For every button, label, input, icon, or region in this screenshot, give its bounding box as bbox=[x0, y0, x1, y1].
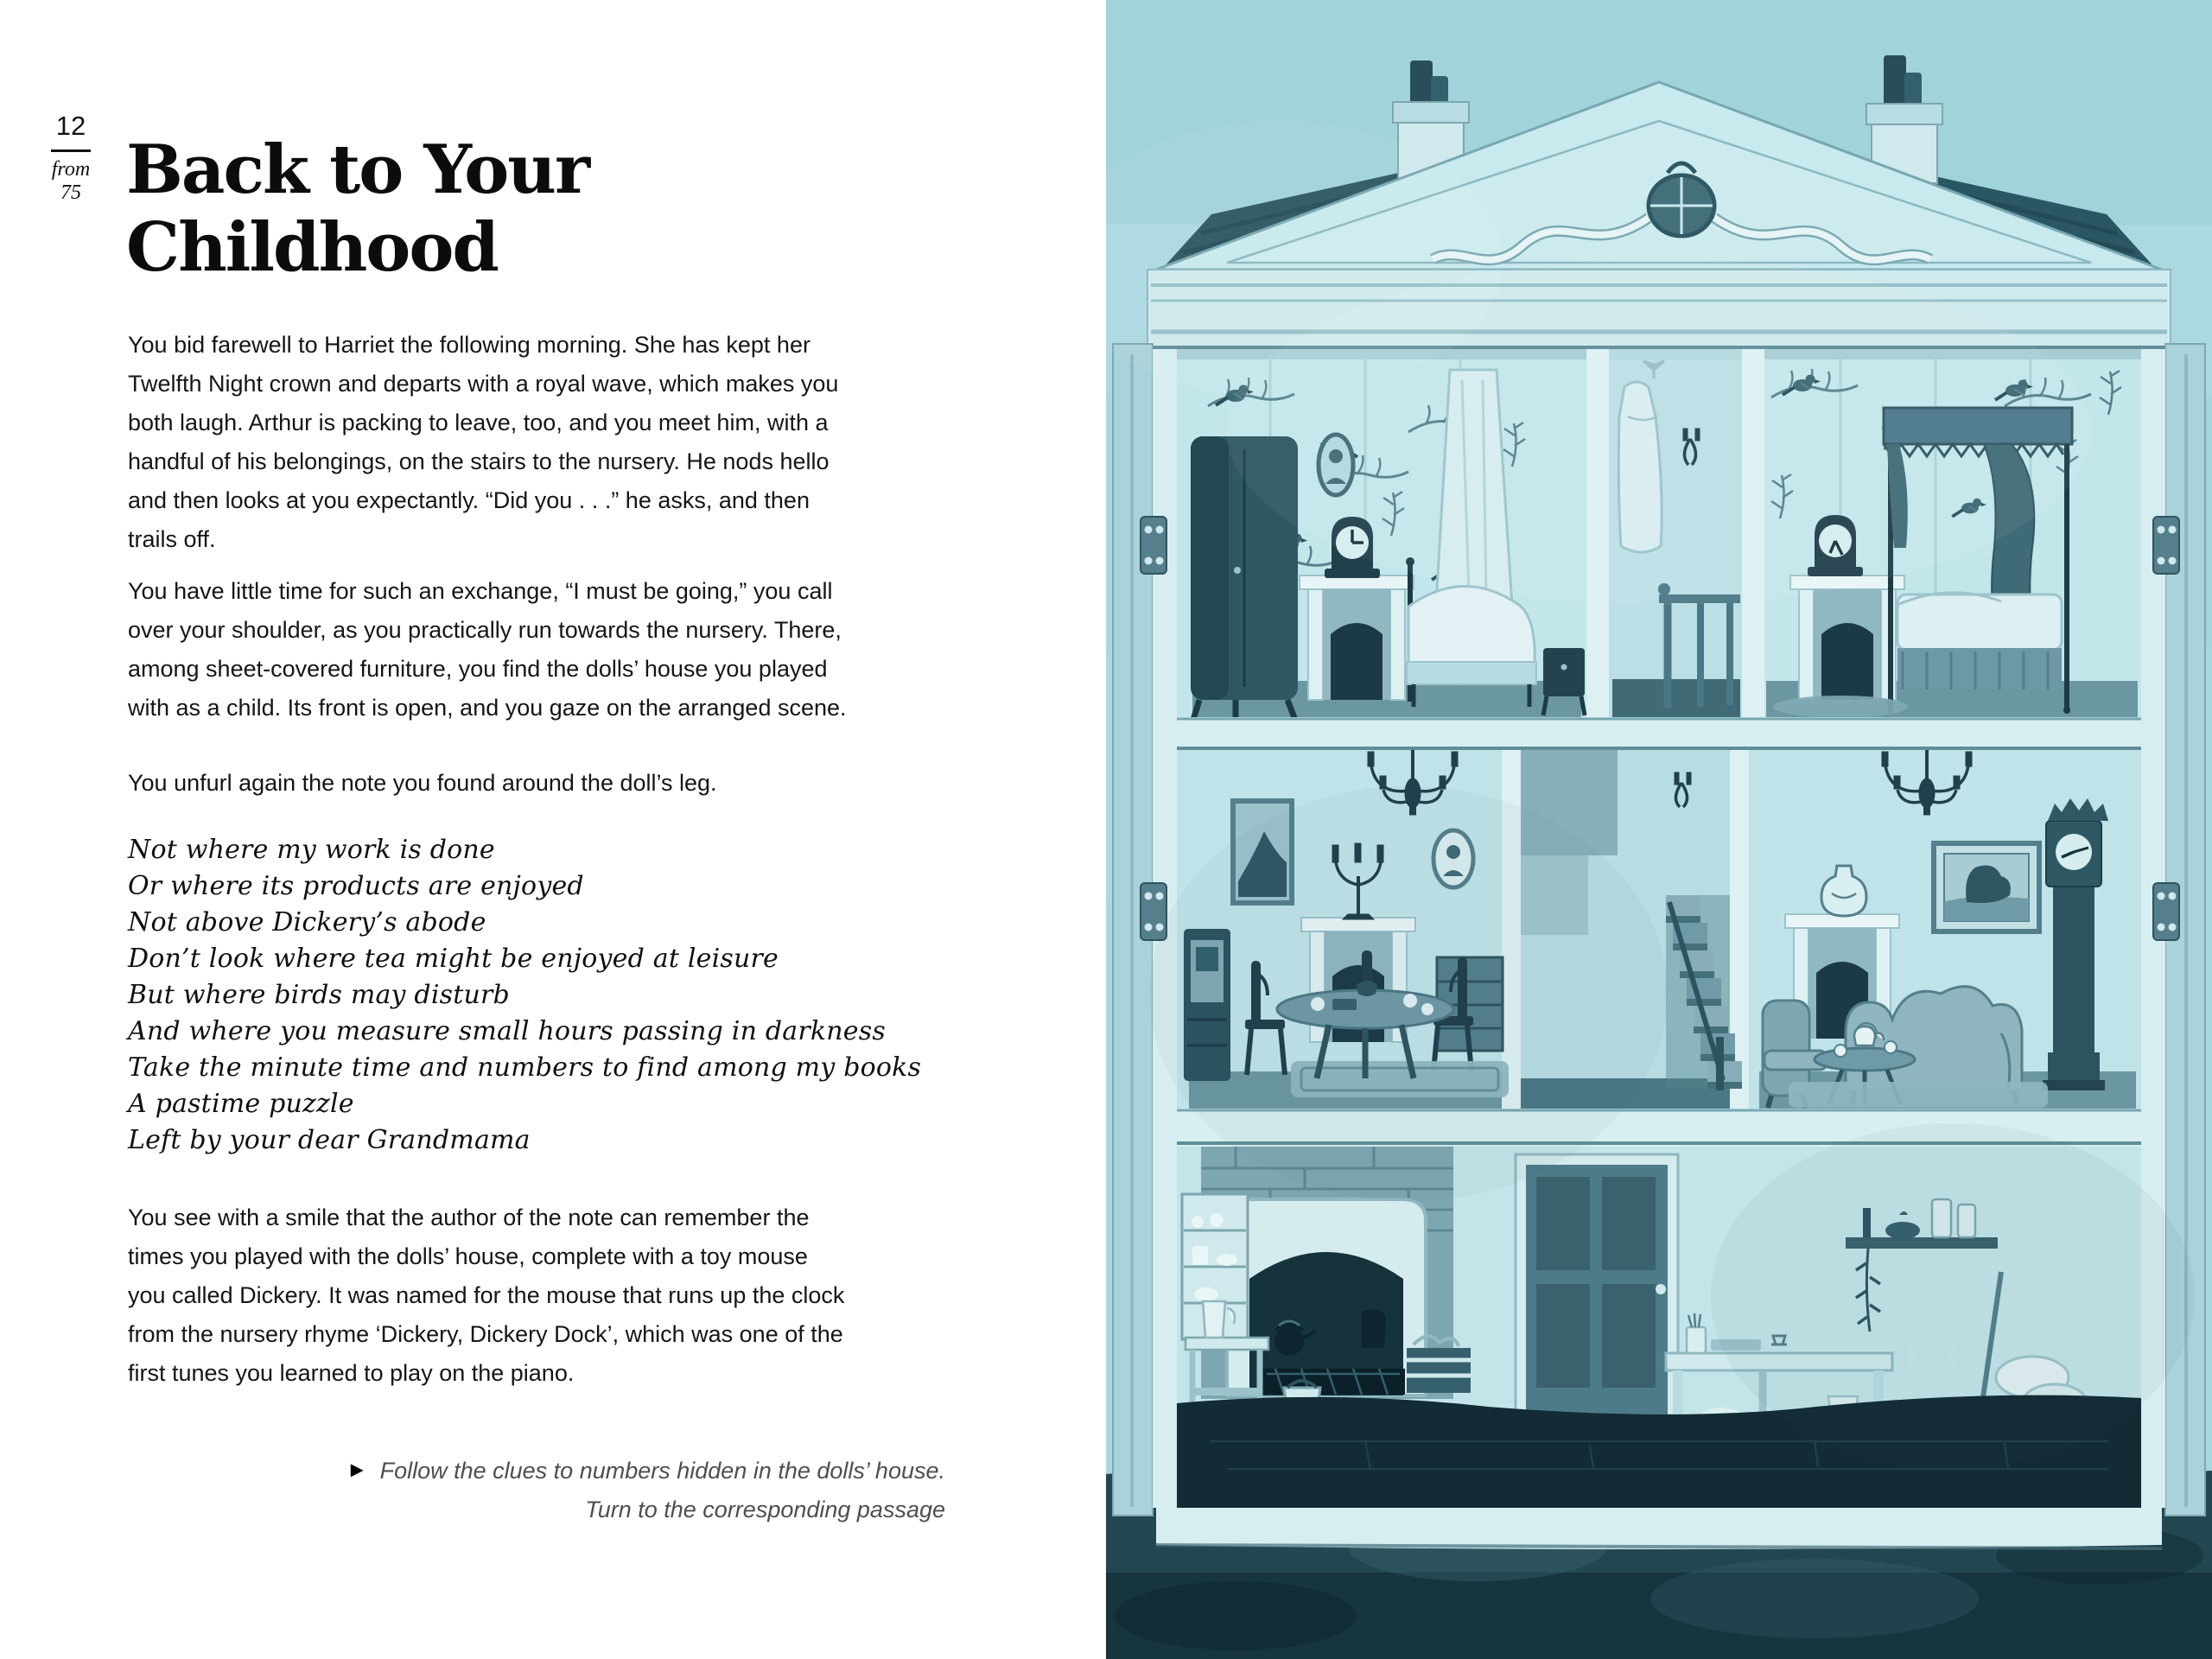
page-title bbox=[126, 131, 588, 287]
hinge-icon bbox=[2153, 517, 2179, 574]
text-line: handful of his belongings, on the stairs to the nursery. He nods hello bbox=[128, 448, 830, 474]
instruction-line2 bbox=[128, 1491, 945, 1529]
drawing-room-rug bbox=[1789, 1082, 2048, 1108]
poem-line: And where you measure small hours passing in darkness bbox=[128, 1016, 886, 1046]
landscape-painting bbox=[1934, 843, 2039, 931]
text-line: You bid farewell to Harriet the following morning. She has kept her bbox=[128, 332, 810, 358]
kitchen bbox=[1177, 1147, 2141, 1508]
text-line: from the nursery rhyme ‘Dickery, Dickery Dock’, which was one of the bbox=[128, 1321, 843, 1347]
text-line: times you played with the dolls’ house, complete with a toy mouse bbox=[128, 1243, 808, 1269]
fireplace-icon bbox=[1300, 575, 1414, 700]
floor-slab-1 bbox=[1177, 717, 2141, 750]
oval-portrait bbox=[1319, 435, 1353, 495]
poem-line: Left by your dear Grandmama bbox=[128, 1125, 531, 1155]
passage-number: 12 bbox=[55, 111, 86, 141]
instruction-text: Follow the clues to numbers hidden in the dolls’ house. bbox=[379, 1458, 945, 1484]
passage-number-rule bbox=[51, 149, 91, 152]
text-line: first tunes you learned to play on the piano. bbox=[128, 1360, 575, 1386]
illustration-page bbox=[1106, 0, 2212, 1659]
stair-banister bbox=[1658, 583, 1740, 709]
passage-number-block bbox=[38, 111, 104, 205]
text-line: trails off. bbox=[128, 526, 216, 552]
tall-cabinet bbox=[1184, 929, 1230, 1081]
oval-rug bbox=[1773, 696, 1908, 718]
poem-line: Or where its products are enjoyed bbox=[128, 871, 584, 901]
instruction-line1 bbox=[128, 1452, 945, 1491]
poem-line: Not where my work is done bbox=[128, 835, 495, 865]
turn-instruction bbox=[128, 1452, 945, 1529]
text-line: You unfurl again the note you found around the doll’s leg. bbox=[128, 770, 717, 796]
text-line: you called Dickery. It was named for the mouse that runs up the clock bbox=[128, 1282, 845, 1308]
poem-line: Not above Dickery’s abode bbox=[128, 907, 486, 938]
paragraph-4 bbox=[128, 1198, 844, 1393]
landscape-picture bbox=[1233, 801, 1292, 903]
entablature bbox=[1147, 270, 2171, 349]
poem-line: Take the minute time and numbers to find among my books bbox=[128, 1052, 922, 1083]
text-line: over your shoulder, as you practically run towards the nursery. There, bbox=[128, 617, 842, 643]
fireplace-icon bbox=[1790, 575, 1904, 700]
text-line: with as a child. Its front is open, and you gaze on the arranged scene. bbox=[128, 695, 847, 721]
hinge-icon bbox=[1141, 883, 1166, 940]
top-floor bbox=[1177, 349, 2141, 729]
page-title-line1: Back to Your bbox=[126, 130, 589, 209]
dolls-house-illustration bbox=[1106, 0, 2212, 1659]
text-line: both laugh. Arthur is packing to leave, too, and you meet him, with a bbox=[128, 410, 829, 435]
text-line: and then looks at you expectantly. “Did you . . .” he asks, and then bbox=[128, 487, 810, 513]
paragraph-2 bbox=[128, 572, 847, 728]
pointer-arrow-icon: ► bbox=[346, 1458, 368, 1482]
paragraph-1 bbox=[128, 326, 838, 559]
house-base-sill bbox=[1156, 1508, 2162, 1549]
floor-slab-2 bbox=[1177, 1109, 2141, 1147]
paragraph-3 bbox=[128, 764, 717, 803]
oval-portrait bbox=[1433, 830, 1473, 887]
middle-floor bbox=[1177, 750, 2141, 1109]
text-line: among sheet-covered furniture, you find the dolls’ house you played bbox=[128, 656, 828, 682]
hinge-icon bbox=[1141, 517, 1166, 574]
text-line: You see with a smile that the author of the note can remember the bbox=[128, 1205, 810, 1230]
kitchen-door bbox=[1516, 1154, 1678, 1415]
from-label: from bbox=[51, 158, 91, 181]
wardrobe bbox=[1191, 436, 1298, 729]
page-title-line2: Childhood bbox=[126, 208, 498, 287]
poem-line: A pastime puzzle bbox=[128, 1089, 354, 1119]
poem-line: Don’t look where tea might be enjoyed at leisure bbox=[128, 944, 779, 974]
instruction-text: Turn to the corresponding passage bbox=[585, 1497, 945, 1522]
hinge-icon bbox=[2153, 883, 2179, 940]
text-line: You have little time for such an exchange, “I must be going,” you call bbox=[128, 578, 833, 604]
from-number: 75 bbox=[60, 181, 81, 204]
hearth-pot bbox=[1362, 1309, 1386, 1348]
text-line: Twelfth Night crown and departs with a royal wave, which makes you bbox=[128, 371, 839, 397]
riddle-note bbox=[128, 832, 921, 1159]
poem-line: But where birds may disturb bbox=[128, 980, 510, 1010]
